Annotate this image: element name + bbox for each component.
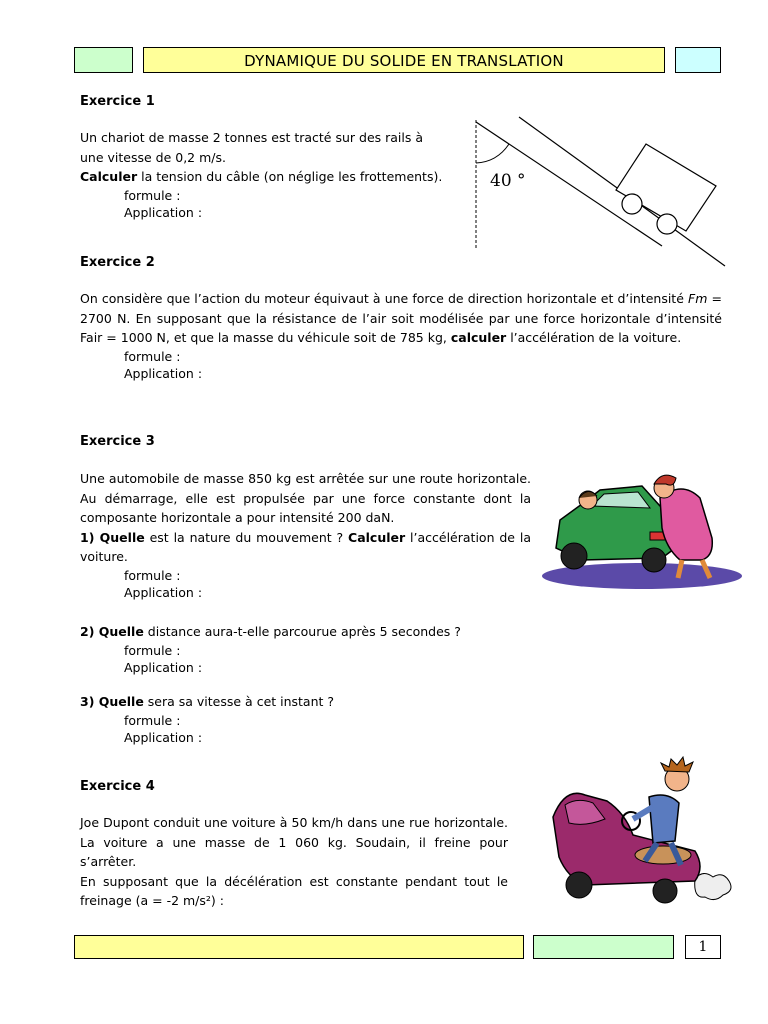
exhaust-cloud: [695, 873, 731, 899]
exercise-3-question-1: [80, 528, 531, 567]
cart-wheel-front: [622, 194, 642, 214]
car-wheel-rear: [642, 548, 666, 572]
exercise-2-text-b: = 2700 N. En supposant que la résistance de l’air soit modélisée par une force horizontale d’intensité Fair = 1000 N, et que la masse du véhicule soit de 785 kg,: [80, 291, 722, 345]
exercise-3-question-3: [80, 692, 531, 712]
exercise-4-text: [80, 813, 508, 911]
application-label: Application :: [124, 729, 203, 745]
exercise-3-intro: Une automobile de masse 850 kg est arrêtée sur une route horizontale. Au démarrage, elle est propulsée par une force constante dont la composante horizontale a pour intensité 200 daN.: [80, 471, 531, 525]
question-3-text: sera sa vitesse à cet instant ?: [143, 694, 335, 709]
calculer-keyword: Calculer: [348, 529, 406, 545]
exercise-2-title: Exercice 2: [80, 255, 155, 270]
footer-middle-box: [533, 935, 674, 959]
exercise-2-paragraph: [80, 289, 722, 348]
man-hair: [661, 757, 693, 772]
question-1-text-a: est la nature du mouvement ?: [144, 529, 349, 545]
question-1-text-b: l’accélération de la voiture.: [80, 529, 531, 564]
man-braking-car-illustration: [545, 757, 740, 907]
footer-left-box: [74, 935, 524, 959]
exercise-2-text-c: l’accélération de la voiture.: [506, 330, 682, 345]
formule-label: formule :: [124, 642, 181, 658]
exercise-3-q2: [80, 622, 531, 676]
exercise-3-text: [80, 469, 531, 601]
formule-label: formule :: [124, 712, 181, 728]
exercise-2-text-a: On considère que l’action du moteur équivaut à une force de direction horizontale et d’intensité: [80, 291, 689, 306]
exercise-1-title: Exercice 1: [80, 94, 155, 109]
application-label: Application :: [124, 584, 203, 600]
exercise-3-question-2: [80, 622, 531, 642]
question-number: 1) Quelle: [80, 529, 145, 545]
formule-label: formule :: [124, 348, 181, 364]
application-label: Application :: [124, 659, 203, 675]
exercise-1-line-2: une vitesse de 0,2 m/s.: [80, 149, 226, 165]
fm-symbol: Fm: [688, 291, 708, 306]
angle-label: 40 °: [490, 171, 526, 191]
exercise-4-text-1: Joe Dupont conduit une voiture à 50 km/h dans une rue horizontale. La voiture a une masse de 1 060 kg. Soudain, il freine pour s’arrêter.: [80, 815, 508, 869]
question-2-text: distance aura-t-elle parcourue après 5 secondes ?: [143, 624, 461, 639]
man-body: [649, 795, 679, 843]
application-label: Application :: [124, 204, 203, 220]
calculer-keyword: calculer: [450, 330, 507, 345]
calculer-keyword: Calculer: [80, 169, 138, 184]
page-title: DYNAMIQUE DU SOLIDE EN TRANSLATION: [143, 47, 665, 73]
formule-label: formule :: [124, 567, 181, 583]
page-number: 1: [685, 935, 721, 959]
exercise-1-line-1: Un chariot de masse 2 tonnes est tracté sur des rails à: [80, 130, 424, 145]
angle-arc: [476, 144, 509, 163]
formule-label: formule :: [124, 187, 181, 203]
question-number: 3) Quelle: [80, 694, 144, 709]
cart-wheel-rear: [657, 214, 677, 234]
exercise-3-q3: [80, 692, 531, 746]
car-wheel-front: [561, 543, 587, 569]
application-label: Application :: [124, 365, 203, 381]
exercise-4-text-2: En supposant que la décélération est constante pendant tout le freinage (a = -2 m/s²) :: [80, 873, 508, 908]
question-number: 2) Quelle: [80, 624, 144, 639]
exercise-4-title: Exercice 4: [80, 779, 155, 794]
car-wheel-front: [566, 872, 592, 898]
woman-pushing-car-illustration: [542, 468, 752, 593]
exercise-2-text: [80, 289, 722, 382]
woman-hair: [654, 475, 676, 485]
exercise-1-question-text: la tension du câble (on néglige les frottements).: [137, 169, 443, 184]
exercise-3-title: Exercice 3: [80, 434, 155, 449]
car-wheel-rear: [653, 879, 677, 903]
